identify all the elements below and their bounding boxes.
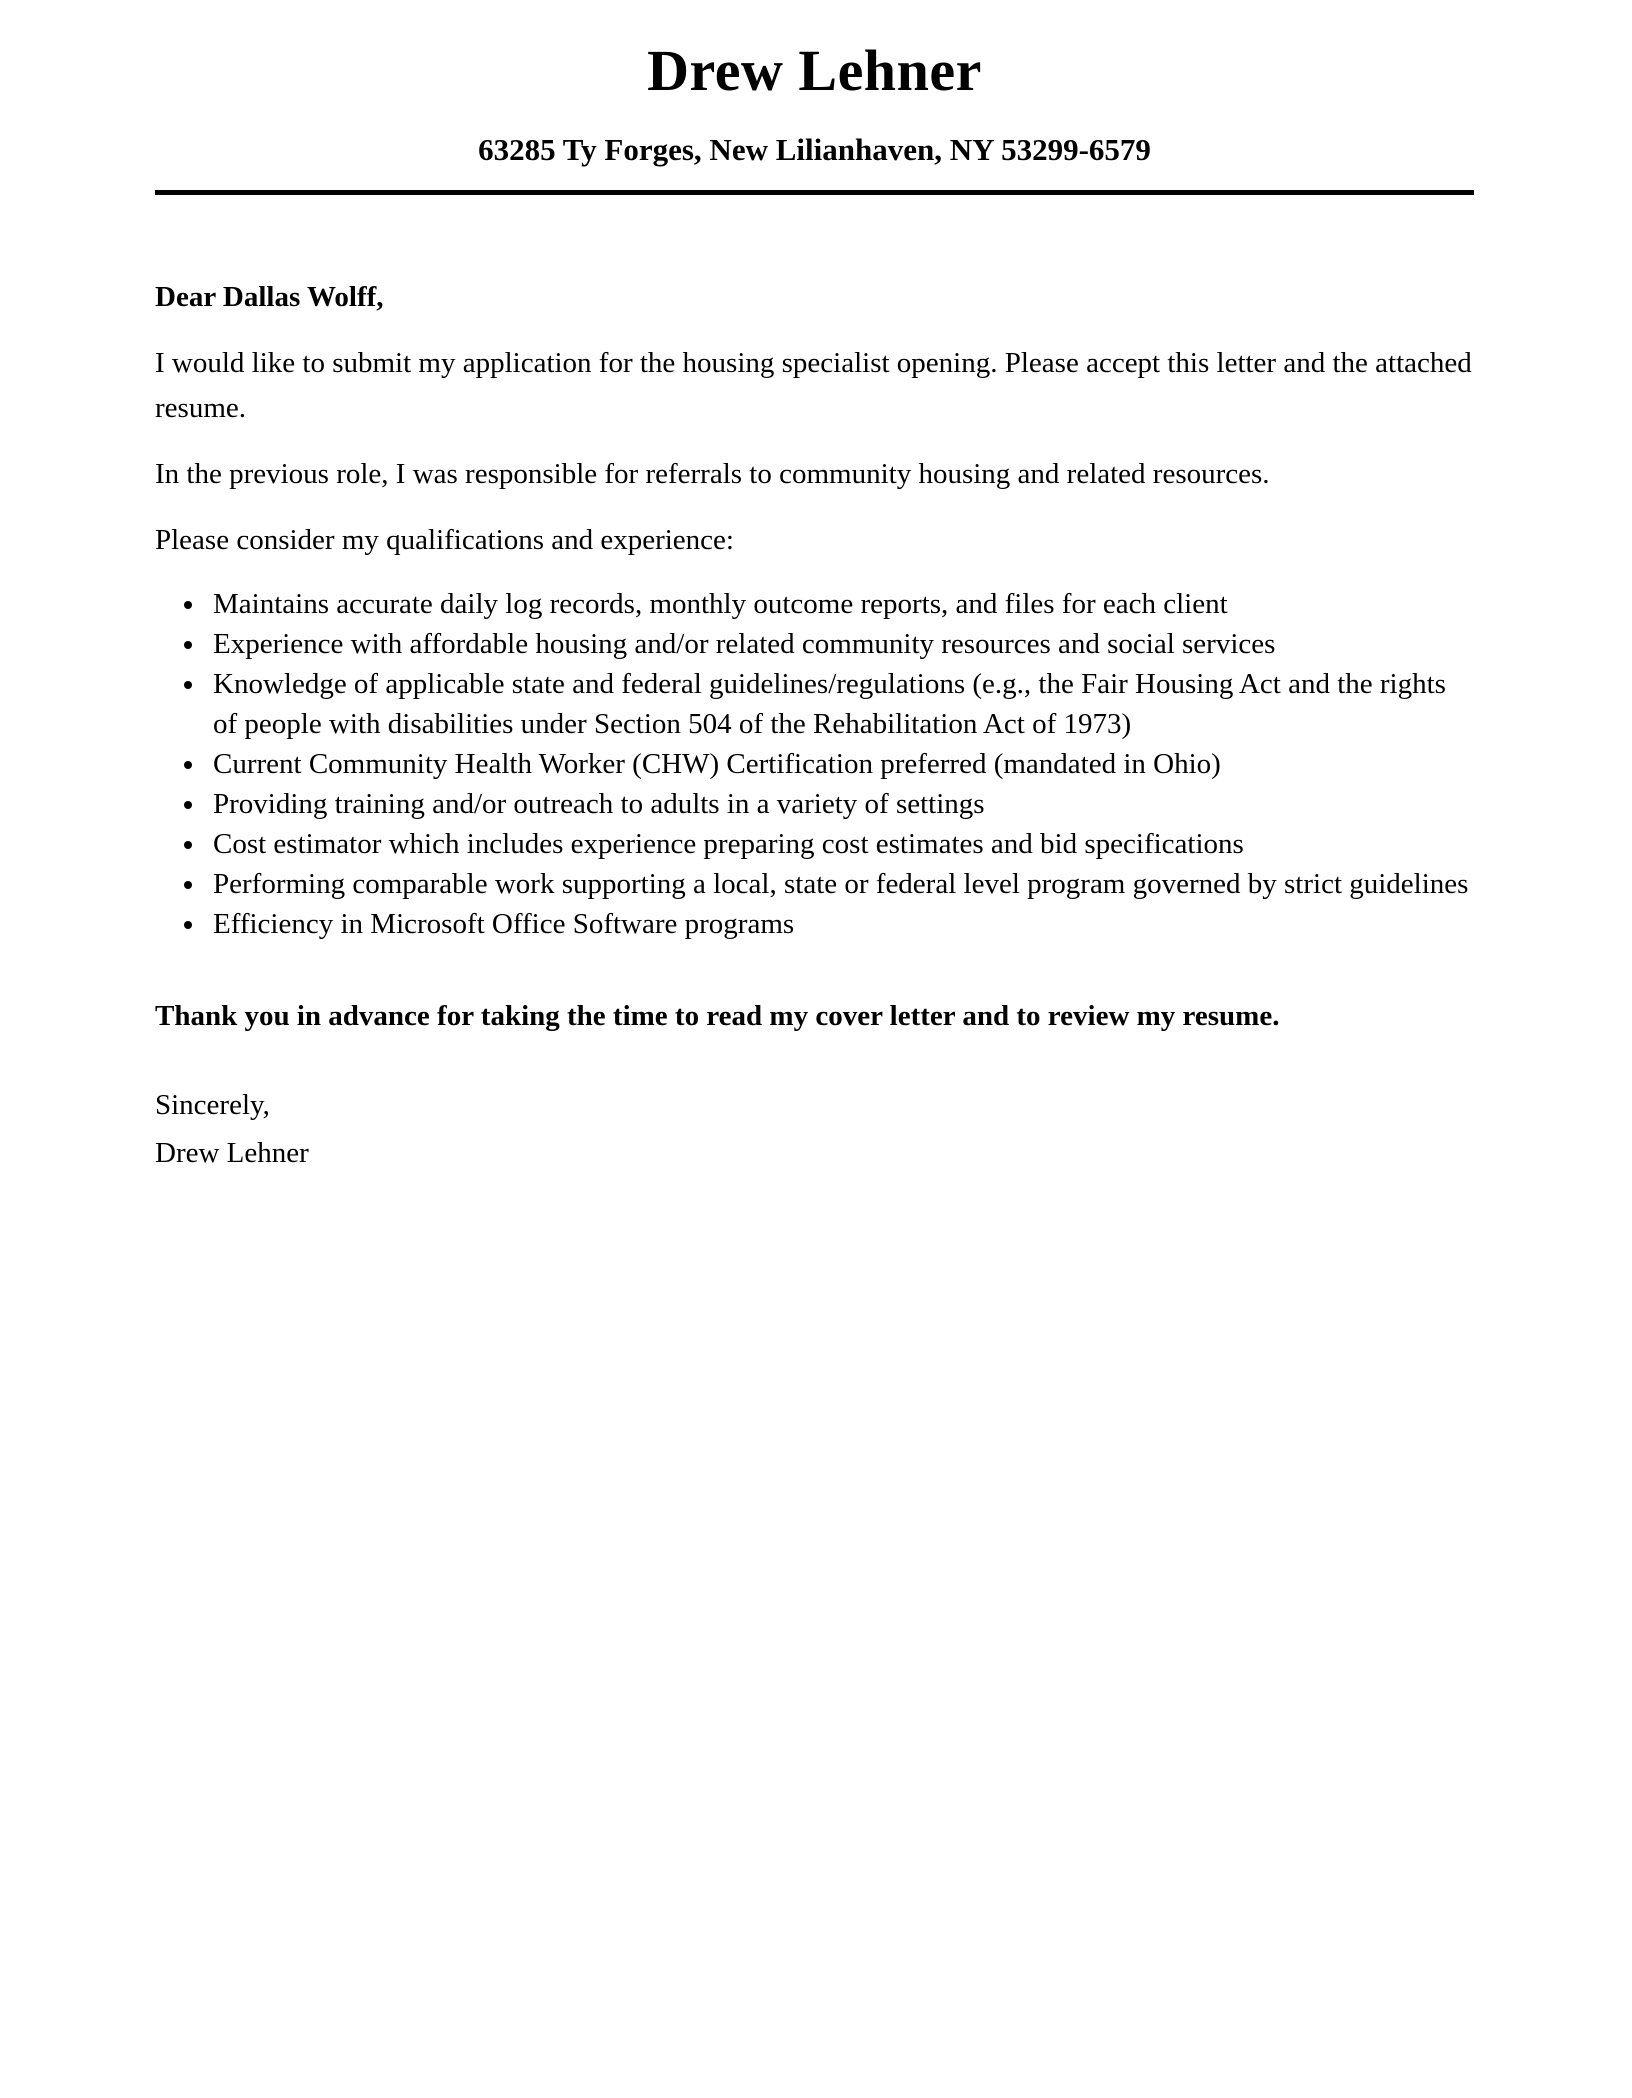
closing-emphasis: Thank you in advance for taking the time to read my cover letter and to review my resume. xyxy=(155,999,1280,1032)
list-item: • Experience with affordable housing and/or related community resources and social services xyxy=(207,624,1474,664)
list-item: • Providing training and/or outreach to adults in a variety of settings xyxy=(207,784,1474,824)
header-divider xyxy=(155,190,1474,195)
qualifications-list xyxy=(155,584,1474,944)
list-item: • Current Community Health Worker (CHW) Certification preferred (mandated in Ohio) xyxy=(207,744,1474,784)
paragraph-introduction: I would like to submit my application for the housing specialist opening. Please accept this letter and the attached resume. xyxy=(155,346,1472,424)
list-item: • Cost estimator which includes experience preparing cost estimates and bid specifications xyxy=(207,824,1474,864)
salutation: Dear Dallas Wolff, xyxy=(155,280,384,313)
letter-body xyxy=(155,275,1474,1177)
signature-name: Drew Lehner xyxy=(155,1136,309,1169)
paragraph-previous-role: In the previous role, I was responsible for referrals to community housing and related resources. xyxy=(155,457,1270,490)
list-item: • Knowledge of applicable state and federal guidelines/regulations (e.g., the Fair Housing Act and the rights of people with disabilities under Section 504 of the Rehabilitation Act of 1973) xyxy=(207,664,1474,744)
applicant-address: 63285 Ty Forges, New Lilianhaven, NY 53299-6579 xyxy=(478,131,1151,167)
applicant-name: Drew Lehner xyxy=(647,38,982,103)
list-item: • Performing comparable work supporting a local, state or federal level program governed by strict guidelines xyxy=(207,864,1474,904)
letter-header xyxy=(155,38,1474,195)
signature-block xyxy=(155,1081,1474,1177)
signoff: Sincerely, xyxy=(155,1088,270,1121)
list-item: • Maintains accurate daily log records, monthly outcome reports, and files for each client xyxy=(207,584,1474,624)
paragraph-qualifications-lead: Please consider my qualifications and experience: xyxy=(155,523,734,556)
list-item: • Efficiency in Microsoft Office Software programs xyxy=(207,904,1474,944)
